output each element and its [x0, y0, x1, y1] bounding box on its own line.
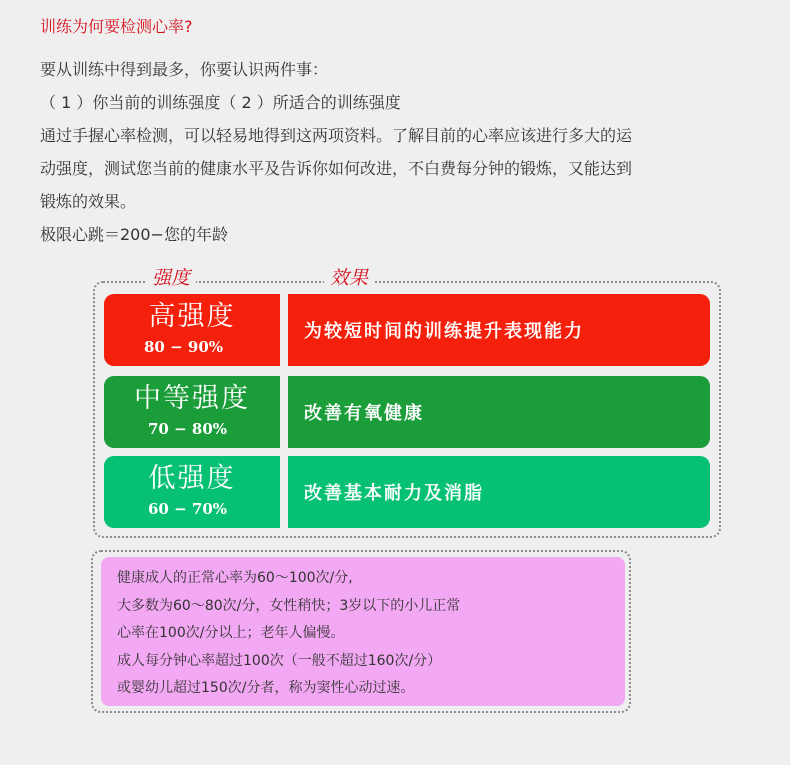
note-line: 或婴幼儿超过150次/分者，称为窦性心动过速。	[117, 680, 415, 696]
intensity-row-medium	[104, 376, 710, 448]
max-heart-rate-formula: 极限心跳＝200−您的年龄	[40, 225, 228, 244]
intensity-level-name: 中等强度	[134, 383, 250, 414]
heart-rate-range: 80 − 90%	[144, 338, 224, 356]
intro-line: （ 1 ）你当前的训练强度（ 2 ）所适合的训练强度	[40, 93, 401, 112]
note-line: 心率在100次/分以上；老年人偏慢。	[117, 625, 345, 641]
section-heading: 训练为何要检测心率?	[40, 17, 193, 36]
effect-column-header: 效果	[324, 266, 374, 290]
effect-cell	[288, 376, 710, 448]
effect-text: 改善有氧健康	[304, 403, 424, 424]
intro-line: 要从训练中得到最多，你要认识两件事：	[40, 60, 329, 79]
effect-cell	[288, 456, 710, 528]
intensity-level-name: 低强度	[148, 463, 236, 494]
intro-line: 锻炼的效果。	[40, 192, 137, 211]
intensity-level-cell	[104, 294, 280, 366]
effect-text: 为较短时间的训练提升表现能力	[304, 321, 584, 342]
intro-line: 动强度，测试您当前的健康水平及告诉你如何改进，不白费每分钟的锻炼，又能达到	[40, 159, 633, 178]
effect-text: 改善基本耐力及消脂	[304, 483, 484, 504]
intensity-row-low	[104, 456, 710, 528]
note-line: 成人每分钟心率超过100次（一般不超过160次/分）	[117, 652, 442, 669]
heart-rate-note	[101, 557, 625, 706]
intensity-level-name: 高强度	[148, 301, 236, 332]
intensity-level-cell	[104, 376, 280, 448]
heart-rate-range: 70 − 80%	[148, 420, 228, 438]
intensity-level-cell	[104, 456, 280, 528]
heart-rate-range: 60 − 70%	[148, 500, 228, 518]
intro-paragraph	[40, 53, 760, 251]
intensity-row-high	[104, 294, 710, 366]
intensity-column-header: 强度	[146, 266, 196, 290]
effect-cell	[288, 294, 710, 366]
note-line: 健康成人的正常心率为60～100次/分,	[117, 570, 353, 586]
note-line: 大多数为60～80次/分，女性稍快；3岁以下的小儿正常	[117, 597, 461, 614]
intro-line: 通过手握心率检测，可以轻易地得到这两项资料。了解目前的心率应该进行多大的运	[40, 126, 633, 145]
